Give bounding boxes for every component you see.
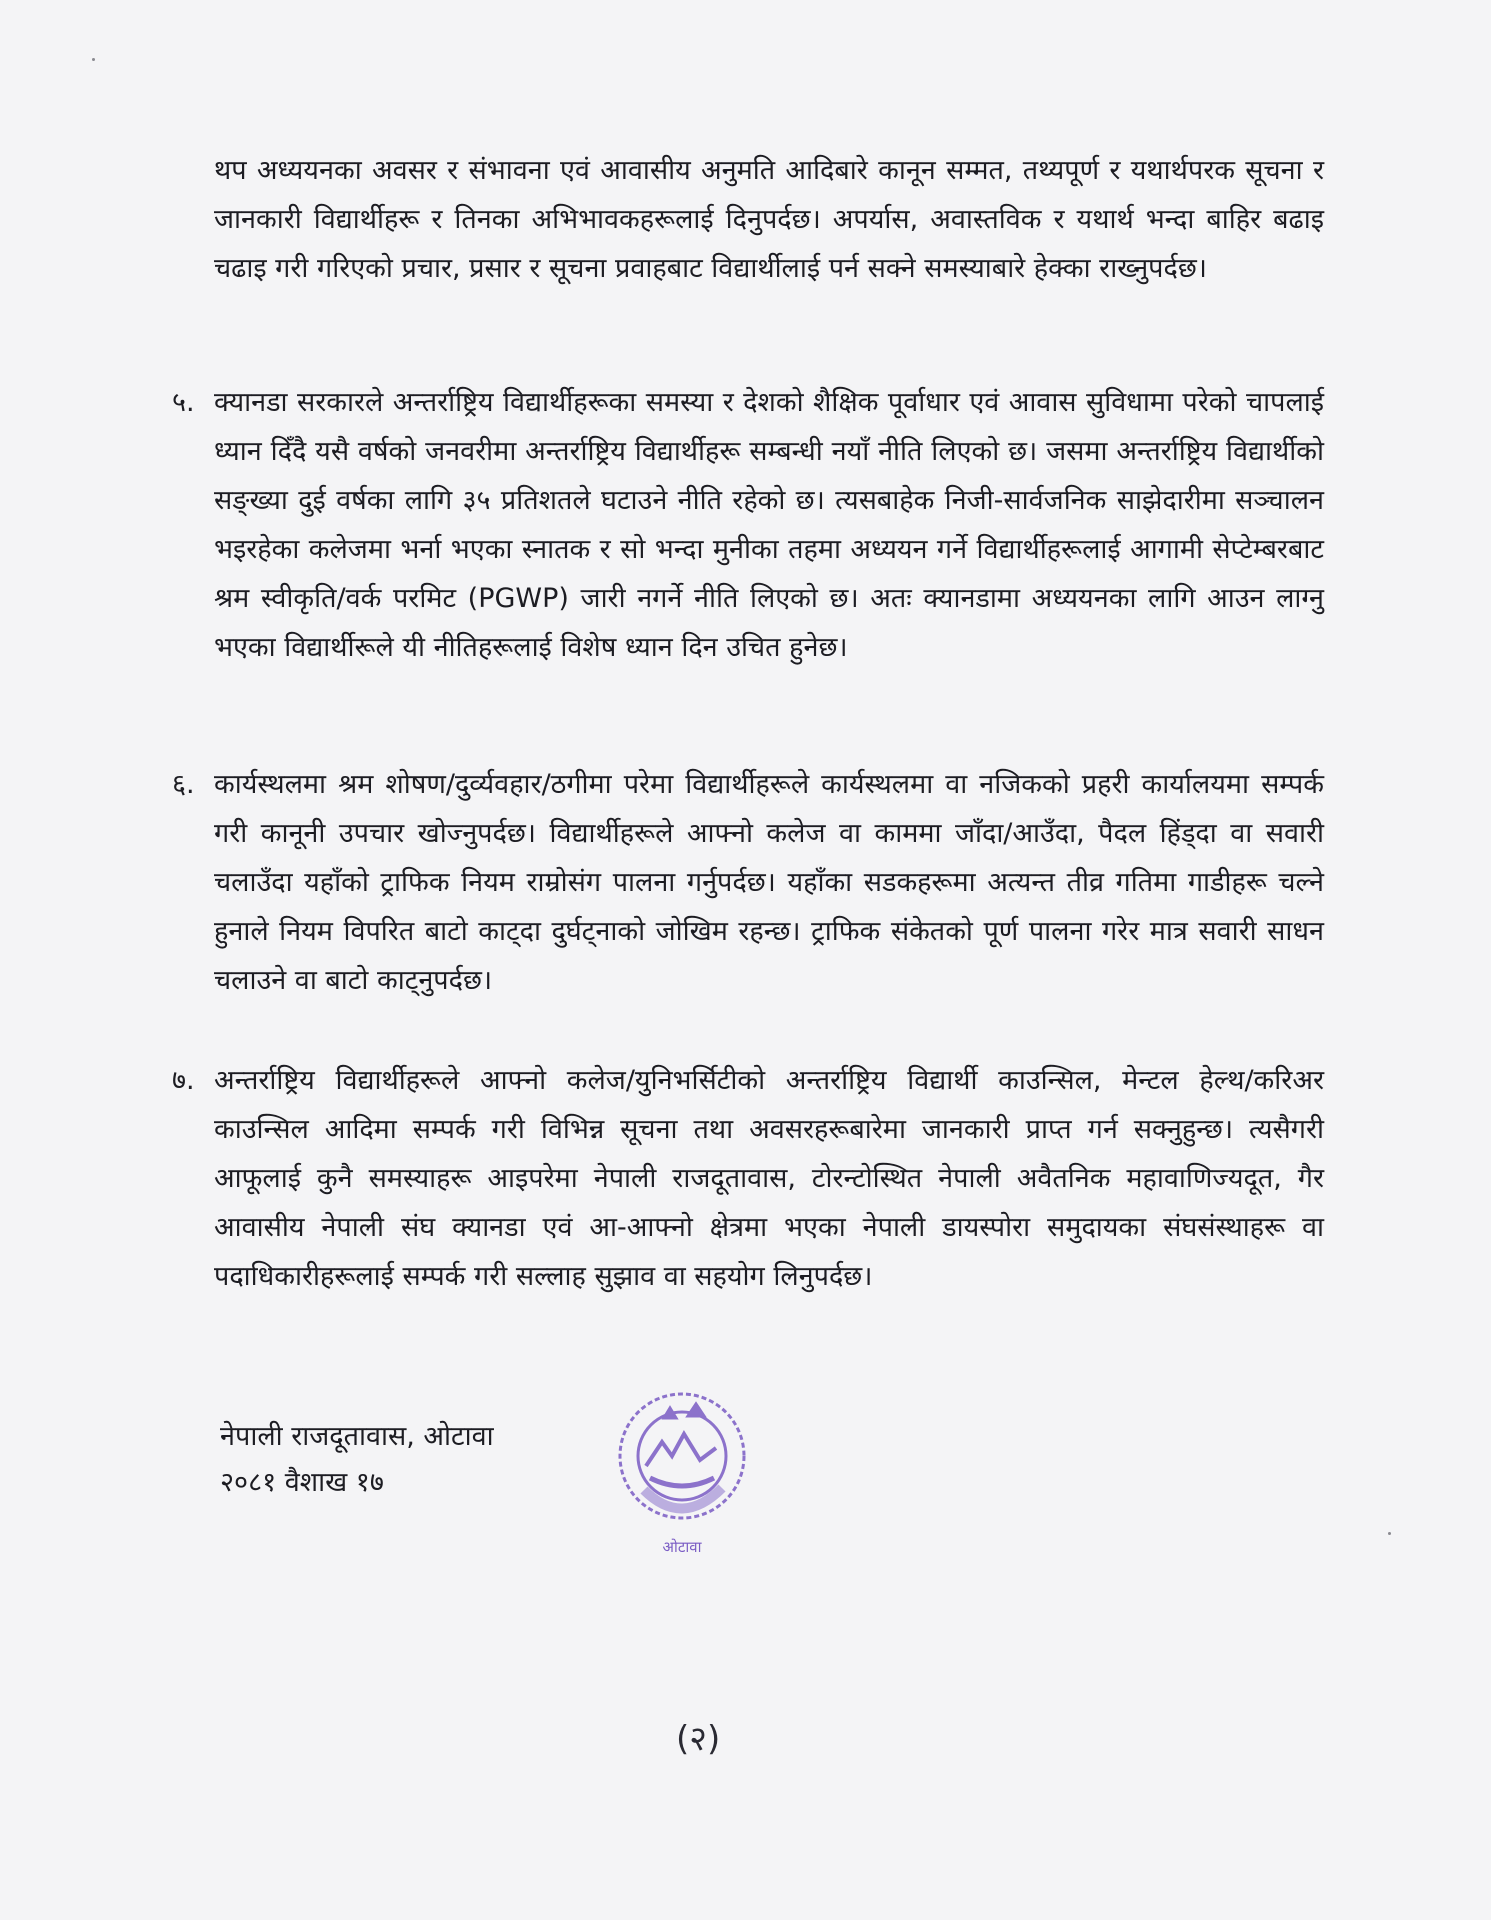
stamp-city: ओटावा: [662, 1538, 702, 1556]
point-number: ५.: [172, 387, 195, 418]
point-text: कार्यस्थलमा श्रम शोषण/दुर्व्यवहार/ठगीमा परेमा विद्यार्थीहरूले कार्यस्थलमा वा नजिकको प्रहरी कार्यालयमा सम्पर्क गरी कानूनी उपचार खोज्नुपर्दछ। विद्यार्थीहरूले आफ्नो कलेज वा काममा जाँदा/आउँदा, पैदल हिंड्दा वा सवारी चलाउँदा यहाँको ट्राफिक नियम राम्रोसंग पालना गर्नुपर्दछ। यहाँका सडकहरूमा अत्यन्त तीव्र गतिमा गाडीहरू चल्ने हुनाले नियम विपरित बाटो काट्दा दुर्घट्नाको जोखिम रहन्छ। ट्राफिक संकेतको पूर्ण पालना गरेर मात्र सवारी साधन चलाउने वा बाटो काट्नुपर्दछ।: [214, 769, 1324, 996]
page-number: (२): [676, 1719, 721, 1759]
signature-org: नेपाली राजदूतावास, ओटावा: [220, 1421, 494, 1452]
point-6: [172, 760, 1324, 1005]
point-5: [172, 378, 1324, 672]
embassy-seal-stamp: [604, 1378, 760, 1560]
signature-block: [220, 1414, 494, 1506]
point-text: क्यानडा सरकारले अन्तर्राष्ट्रिय विद्यार्थीहरूका समस्या र देशको शैक्षिक पूर्वाधार एवं आवास सुविधामा परेको चापलाई ध्यान दिँदै यसै वर्षको जनवरीमा अन्तर्राष्ट्रिय विद्यार्थीहरू सम्बन्धी नयाँ नीति लिएको छ। जसमा अन्तर्राष्ट्रिय विद्यार्थीको सङ्ख्या दुई वर्षका लागि ३५ प्रतिशतले घटाउने नीति रहेको छ। त्यसबाहेक निजी-सार्वजनिक साझेदारीमा सञ्चालन भइरहेका कलेजमा भर्ना भएका स्नातक र सो भन्दा मुनीका तहमा अध्ययन गर्ने विद्यार्थीहरूलाई आगामी सेप्टेम्बरबाट श्रम स्वीकृति/वर्क परमिट (PGWP) जारी नगर्ने नीति लिएको छ। अतः क्यानडामा अध्ययनका लागि आउन लाग्नु भएका विद्यार्थीरूले यी नीतिहरूलाई विशेष ध्यान दिन उचित हुनेछ।: [214, 387, 1324, 663]
intro-paragraph: थप अध्ययनका अवसर र संभावना एवं आवासीय अनुमति आदिबारे कानून सम्मत, तथ्यपूर्ण र यथार्थपरक सूचना र जानकारी विद्यार्थीहरू र तिनका अभिभावकहरूलाई दिनुपर्दछ। अपर्यास, अवास्तविक र यथार्थ भन्दा बाहिर बढाइ चढाइ गरी गरिएको प्रचार, प्रसार र सूचना प्रवाहबाट विद्यार्थीलाई पर्न सक्ने समस्याबारे हेक्का राख्नुपर्दछ।: [214, 155, 1324, 284]
point-number: ७.: [172, 1065, 195, 1096]
point-text: अन्तर्राष्ट्रिय विद्यार्थीहरूले आफ्नो कलेज/युनिभर्सिटीको अन्तर्राष्ट्रिय विद्यार्थी काउन्सिल, मेन्टल हेल्थ/करिअर काउन्सिल आदिमा सम्पर्क गरी विभिन्न सूचना तथा अवसरहरूबारेमा जानकारी प्राप्त गर्न सक्नुहुन्छ। त्यसैगरी आफूलाई कुनै समस्याहरू आइपरेमा नेपाली राजदूतावास, टोरन्टोस्थित नेपाली अवैतनिक महावाणिज्यदूत, गैर आवासीय नेपाली संघ क्यानडा एवं आ-आफ्नो क्षेत्रमा भएका नेपाली डायस्पोरा समुदायका संघसंस्थाहरू वा पदाधिकारीहरूलाई सम्पर्क गरी सल्लाह सुझाव वा सहयोग लिनुपर्दछ।: [214, 1065, 1324, 1292]
point-7: [172, 1056, 1324, 1301]
scan-speck: [1388, 1532, 1391, 1535]
point-number: ६.: [172, 769, 195, 800]
scan-speck: [92, 58, 95, 61]
signature-date: २०८१ वैशाख १७: [220, 1467, 384, 1498]
